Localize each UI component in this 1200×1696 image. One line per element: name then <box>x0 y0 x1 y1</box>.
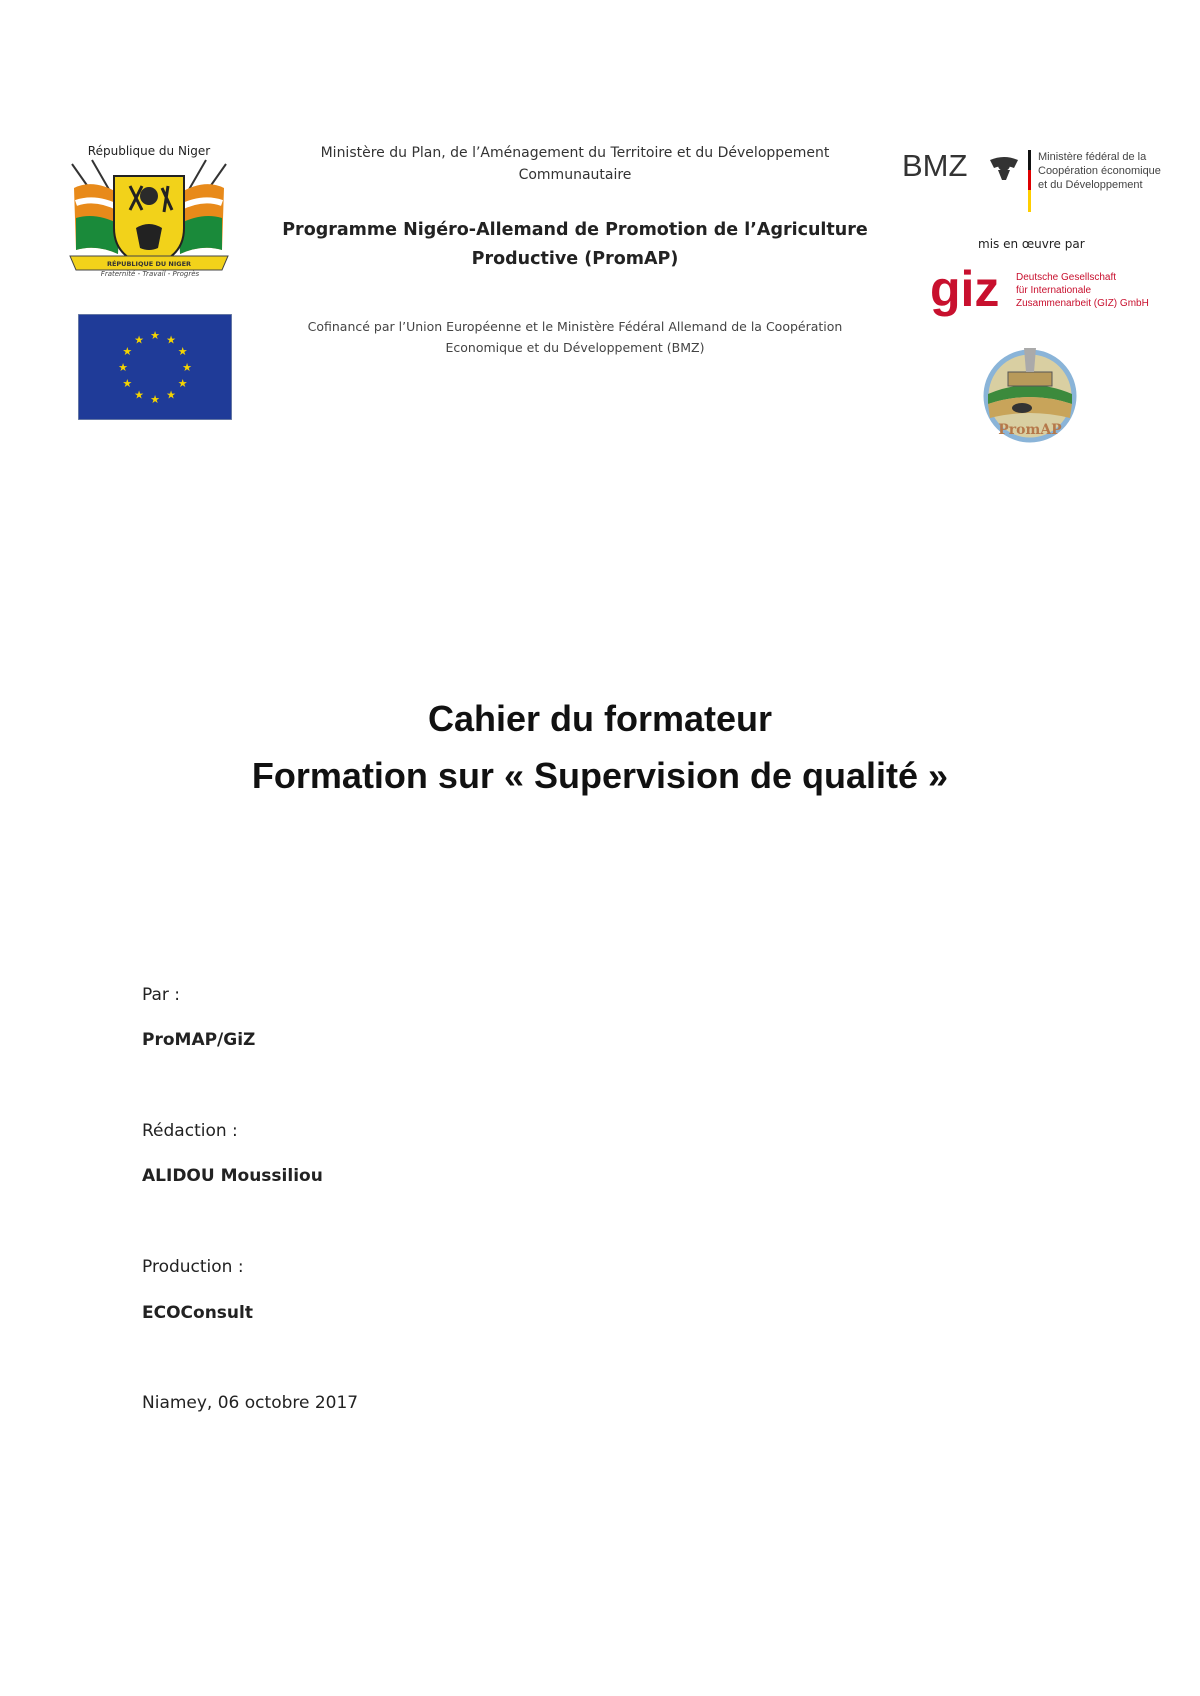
eu-star-icon: ★ <box>182 361 192 374</box>
eu-star-icon: ★ <box>166 388 176 402</box>
niger-banner-text: RÉPUBLIQUE DU NIGER <box>106 260 192 268</box>
eu-star-icon: ★ <box>150 329 160 342</box>
eu-star-icon: ★ <box>166 333 176 347</box>
cofinancing-note: Cofinancé par l’Union Européenne et le Ministère Fédéral Allemand de la Coopération Economique et du Développement (BMZ) <box>307 319 843 355</box>
bmz-name-line3: et du Développement <box>1038 179 1143 191</box>
eu-flag <box>78 314 232 420</box>
by-label: Par : <box>142 985 181 1005</box>
bmz-name-line1: Ministère fédéral de la <box>1038 151 1147 163</box>
eu-star-icon: ★ <box>134 333 144 347</box>
eu-star-icon: ★ <box>177 377 188 390</box>
ministry-name: Ministère du Plan, de l’Aménagement du Territoire et du Développement Communautaire <box>320 145 830 183</box>
document-title-line1: Cahier du formateur <box>427 698 773 739</box>
promap-logo <box>974 342 1088 444</box>
eu-star-icon: ★ <box>150 393 160 406</box>
niger-coat-of-arms <box>64 158 234 282</box>
drafting-value: ALIDOU Moussiliou <box>142 1166 323 1186</box>
giz-name-line1: Deutsche Gesellschaft <box>1016 272 1117 283</box>
giz-name-line2: für Internationale <box>1016 285 1092 296</box>
giz-acronym: giz <box>930 264 1000 317</box>
place-and-date: Niamey, 06 octobre 2017 <box>142 1393 359 1413</box>
giz-name-line3: Zusammenarbeit (GIZ) GmbH <box>1016 298 1149 309</box>
niger-motto: Fraternité - Travail - Progrès <box>100 270 200 278</box>
promap-logo-text: PromAP <box>998 422 1062 438</box>
bmz-logo <box>902 146 1172 230</box>
drafting-label: Rédaction : <box>142 1121 238 1141</box>
eu-star-icon: ★ <box>122 345 133 358</box>
giz-logo <box>930 264 1170 330</box>
production-value: ECOConsult <box>142 1303 253 1323</box>
niger-label: République du Niger <box>87 144 211 158</box>
document-title-line2: Formation sur « Supervision de qualité » <box>251 755 949 796</box>
federal-eagle-icon <box>990 157 1018 180</box>
programme-name: Programme Nigéro-Allemand de Promotion de l’Agriculture Productive (PromAP) <box>282 220 868 269</box>
implemented-by-label: mis en œuvre par <box>978 237 1085 251</box>
bmz-name-line2: Coopération économique <box>1038 165 1161 177</box>
production-label: Production : <box>142 1257 244 1277</box>
eu-star-icon: ★ <box>122 377 133 390</box>
eu-star-icon: ★ <box>134 388 144 402</box>
by-value: ProMAP/GiZ <box>142 1030 256 1050</box>
eu-star-icon: ★ <box>118 361 128 374</box>
bmz-acronym: BMZ <box>902 148 968 183</box>
eu-star-icon: ★ <box>177 345 188 358</box>
